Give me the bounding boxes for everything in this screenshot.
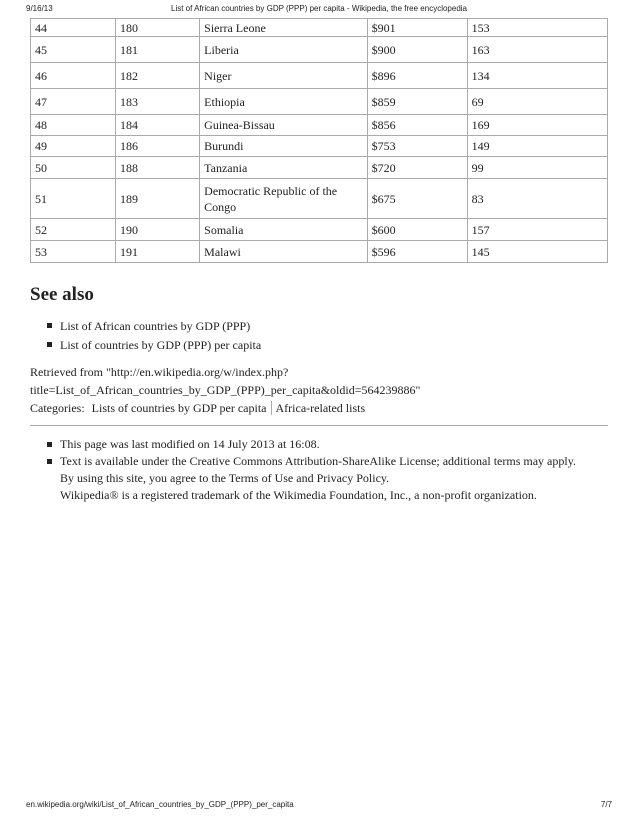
table-row — [31, 115, 608, 136]
rank-world-cell: 182 — [116, 63, 200, 89]
country-name-cell[interactable]: Somalia — [200, 219, 367, 241]
see-also-link[interactable]: List of African countries by GDP (PPP) — [60, 317, 608, 336]
see-also-list — [30, 317, 608, 355]
hdi-rank-cell: 149 — [467, 136, 607, 157]
rank-world-cell: 181 — [116, 37, 200, 63]
rank-world-cell: 183 — [116, 89, 200, 115]
license-line: Wikipedia® is a registered trademark of the Wikimedia Foundation, Inc., a non-profit organization. — [60, 488, 537, 502]
rank-africa-cell: 47 — [31, 89, 116, 115]
table-row — [31, 63, 608, 89]
table-row — [31, 219, 608, 241]
country-name-cell[interactable]: Liberia — [200, 37, 367, 63]
hdi-rank-cell: 163 — [467, 37, 607, 63]
category-link[interactable]: Lists of countries by GDP per capita — [91, 401, 267, 415]
hdi-rank-cell: 153 — [467, 19, 607, 37]
country-name-cell[interactable]: Guinea-Bissau — [200, 115, 367, 136]
rank-world-cell: 184 — [116, 115, 200, 136]
rank-africa-cell: 52 — [31, 219, 116, 241]
table-row — [31, 89, 608, 115]
gdp-value-cell: $901 — [367, 19, 467, 37]
rank-africa-cell: 49 — [31, 136, 116, 157]
print-date: 9/16/13 — [26, 4, 53, 13]
hdi-rank-cell: 83 — [467, 179, 607, 219]
gdp-table-body — [31, 19, 608, 263]
rank-africa-cell: 45 — [31, 37, 116, 63]
country-name-cell[interactable]: Burundi — [200, 136, 367, 157]
table-row — [31, 136, 608, 157]
country-name-cell[interactable]: Tanzania — [200, 157, 367, 179]
rank-africa-cell: 51 — [31, 179, 116, 219]
rank-world-cell: 190 — [116, 219, 200, 241]
table-row — [31, 241, 608, 263]
rank-africa-cell: 44 — [31, 19, 116, 37]
license-line: By using this site, you agree to the Terms of Use and Privacy Policy. — [60, 471, 390, 485]
rank-world-cell: 189 — [116, 179, 200, 219]
last-modified: This page was last modified on 14 July 2013 at 16:08. — [60, 436, 608, 453]
print-title: List of African countries by GDP (PPP) per capita - Wikipedia, the free encyclopedia — [171, 4, 467, 13]
rank-africa-cell: 46 — [31, 63, 116, 89]
categories-bar — [30, 399, 608, 417]
print-header — [0, 4, 638, 18]
table-row — [31, 157, 608, 179]
rank-world-cell: 191 — [116, 241, 200, 263]
gdp-value-cell: $596 — [367, 241, 467, 263]
see-also-link[interactable]: List of countries by GDP (PPP) per capita — [60, 336, 608, 355]
gdp-table — [30, 18, 608, 263]
gdp-value-cell: $720 — [367, 157, 467, 179]
gdp-value-cell: $896 — [367, 63, 467, 89]
hdi-rank-cell: 69 — [467, 89, 607, 115]
license-notice — [60, 453, 608, 504]
print-footer — [0, 800, 638, 812]
gdp-value-cell: $600 — [367, 219, 467, 241]
hdi-rank-cell: 157 — [467, 219, 607, 241]
table-row — [31, 19, 608, 37]
gdp-value-cell: $675 — [367, 179, 467, 219]
rank-world-cell: 180 — [116, 19, 200, 37]
footer-info-list — [30, 436, 608, 504]
page-number: 7/7 — [600, 800, 612, 809]
table-row — [31, 179, 608, 219]
category-link[interactable]: Africa-related lists — [275, 401, 366, 415]
divider — [30, 425, 608, 426]
gdp-value-cell: $859 — [367, 89, 467, 115]
article-content — [30, 18, 608, 504]
rank-world-cell: 186 — [116, 136, 200, 157]
hdi-rank-cell: 134 — [467, 63, 607, 89]
retrieved-line: title=List_of_African_countries_by_GDP_(PPP)_per_capita&oldid=564239886" — [30, 383, 421, 397]
retrieved-line: Retrieved from "http://en.wikipedia.org/w/index.php? — [30, 365, 289, 379]
hdi-rank-cell: 99 — [467, 157, 607, 179]
table-row — [31, 37, 608, 63]
country-name-cell[interactable]: Ethiopia — [200, 89, 367, 115]
see-also-heading: See also — [30, 284, 94, 305]
hdi-rank-cell: 145 — [467, 241, 607, 263]
country-name-cell[interactable]: Niger — [200, 63, 367, 89]
hdi-rank-cell: 169 — [467, 115, 607, 136]
rank-world-cell: 188 — [116, 157, 200, 179]
rank-africa-cell: 53 — [31, 241, 116, 263]
print-url: en.wikipedia.org/wiki/List_of_African_countries_by_GDP_(PPP)_per_capita — [26, 800, 294, 809]
gdp-value-cell: $900 — [367, 37, 467, 63]
rank-africa-cell: 48 — [31, 115, 116, 136]
gdp-value-cell: $753 — [367, 136, 467, 157]
country-name-cell[interactable]: Democratic Republic of the Congo — [200, 179, 367, 219]
categories-label: Categories: — [30, 401, 85, 415]
rank-africa-cell: 50 — [31, 157, 116, 179]
country-name-cell[interactable]: Sierra Leone — [200, 19, 367, 37]
retrieved-from — [30, 363, 608, 399]
gdp-value-cell: $856 — [367, 115, 467, 136]
country-name-cell[interactable]: Malawi — [200, 241, 367, 263]
license-line: Text is available under the Creative Commons Attribution-ShareAlike License; additional terms may apply. — [60, 454, 576, 468]
